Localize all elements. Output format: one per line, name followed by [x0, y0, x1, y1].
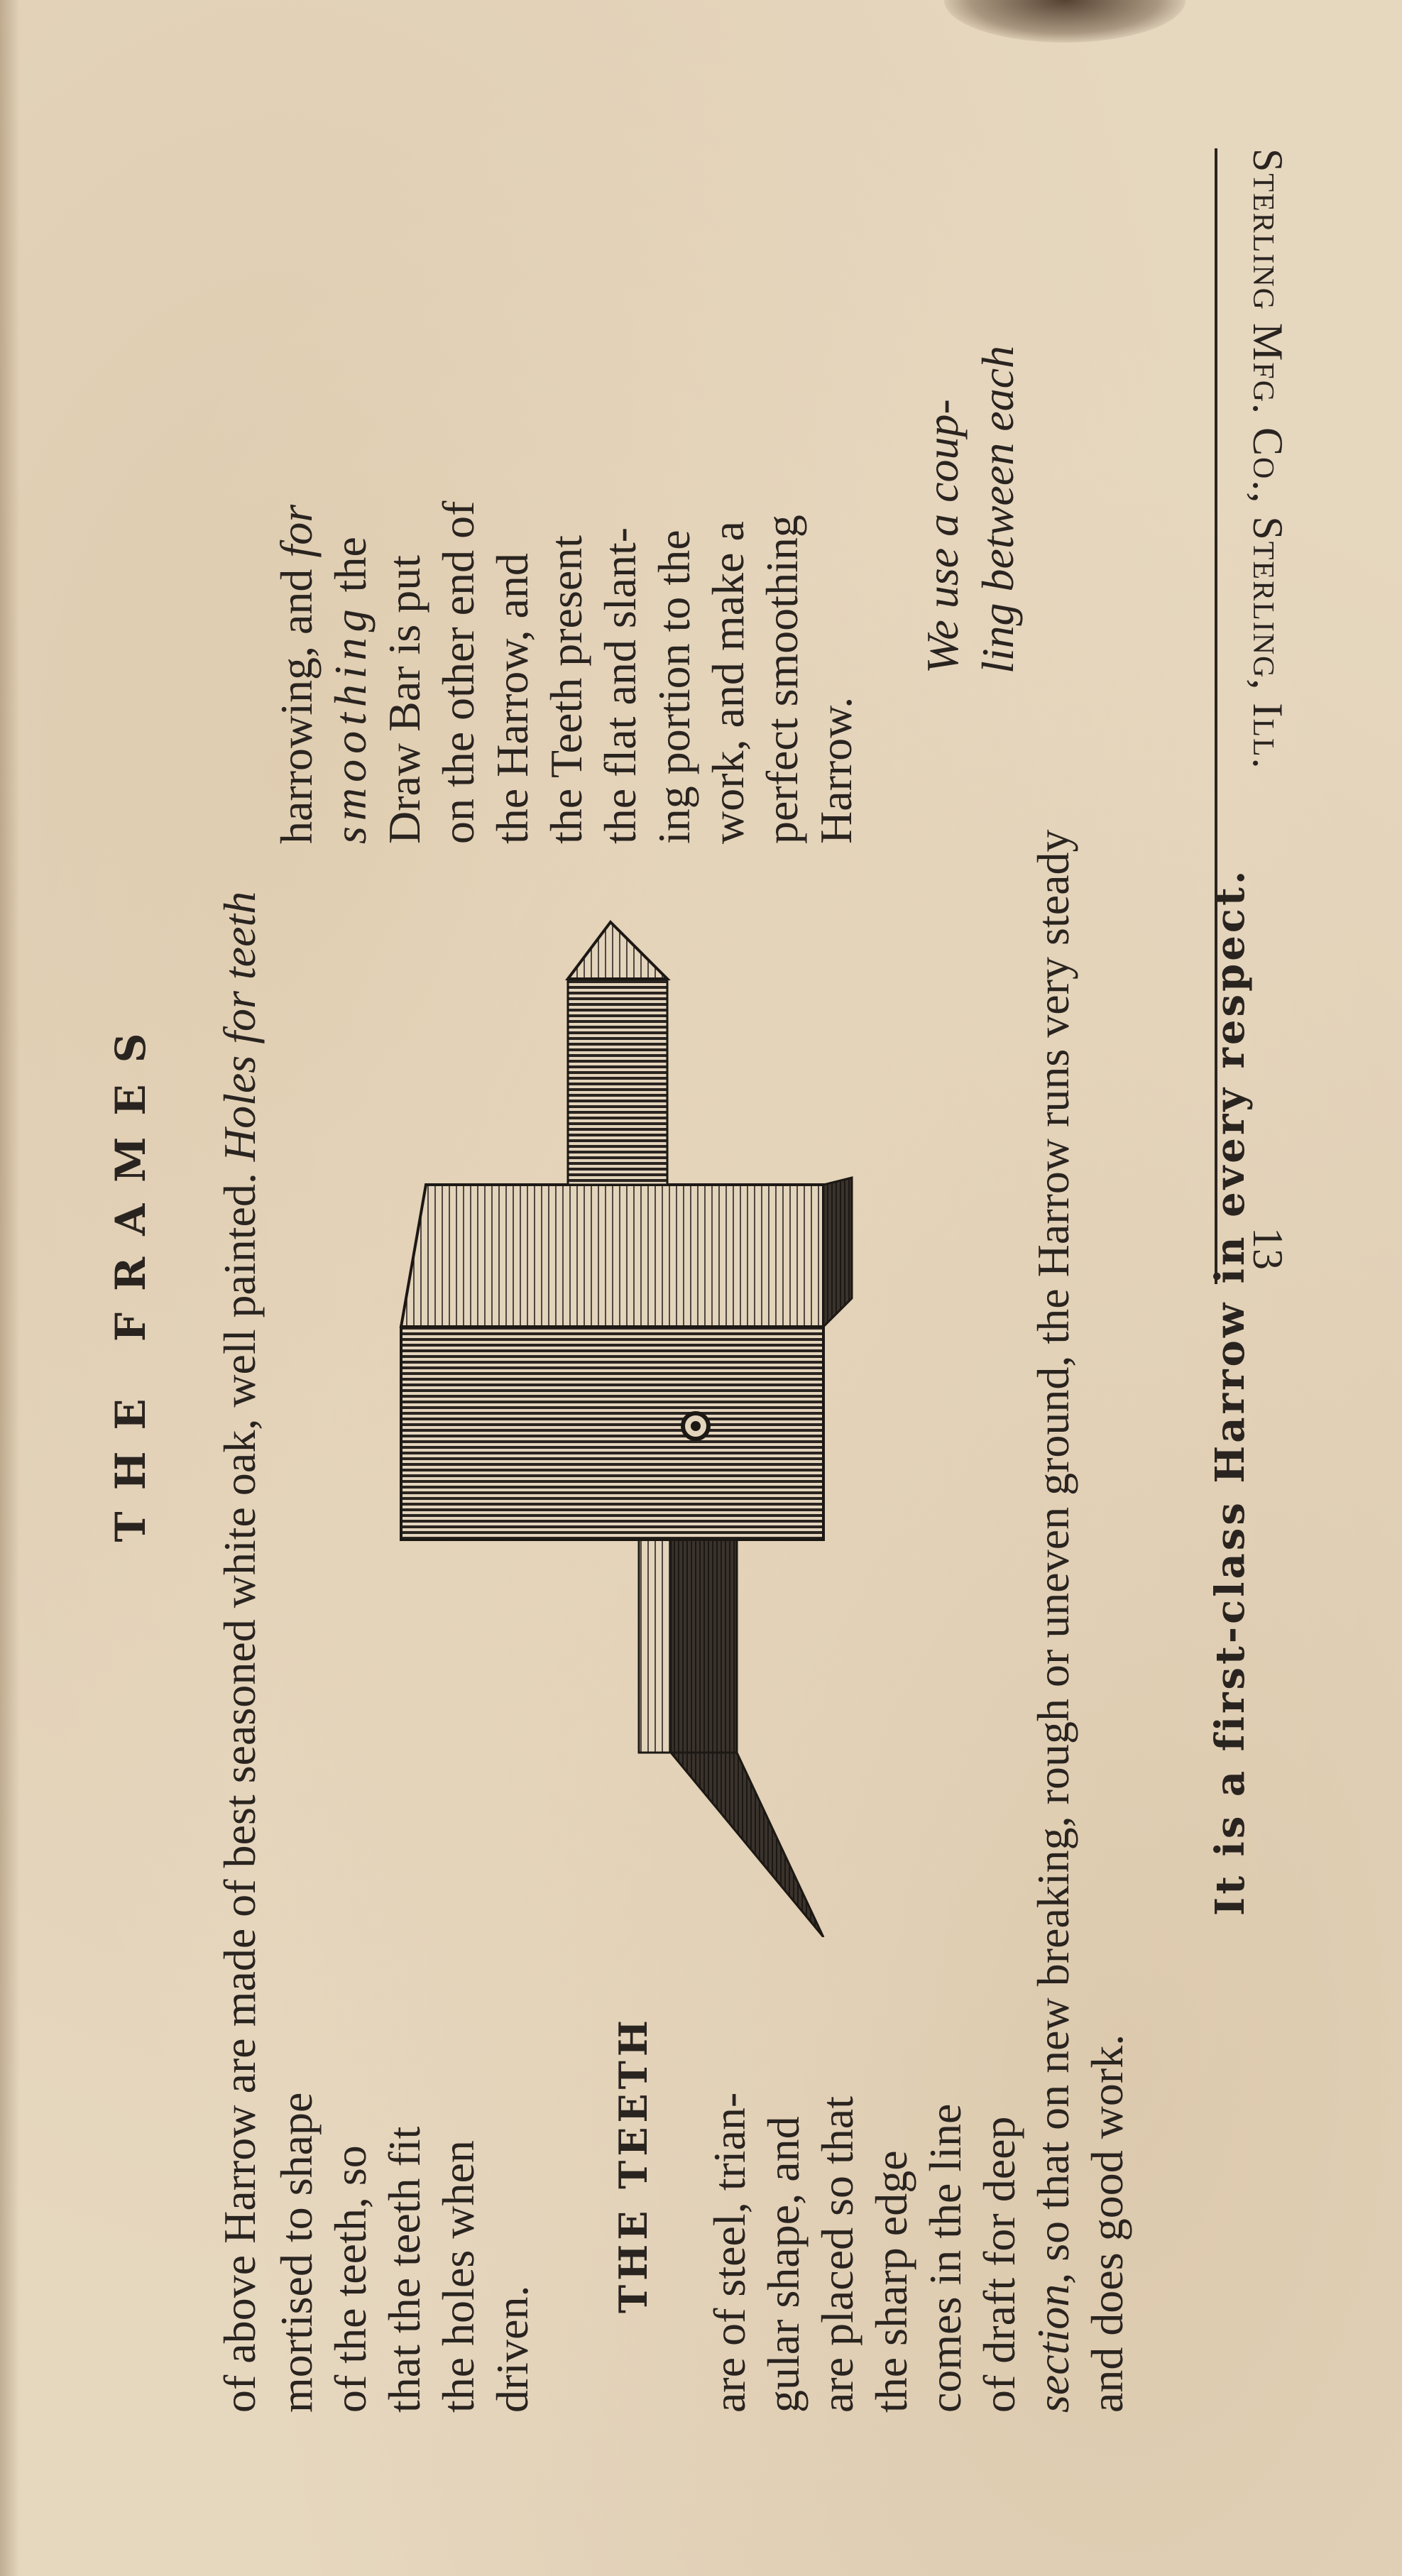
frames-right-line-2 — [324, 537, 378, 844]
frames-right-line-6: the Teeth present — [541, 535, 591, 844]
frames-line-1-text: of above Harrow are made of best seasoned white oak, well painted. — [214, 1173, 265, 2413]
frames-right-line-1 — [270, 505, 324, 844]
teeth-line-4: the sharp edge — [866, 2150, 916, 2413]
coupling-line-2-italic: ling between each — [973, 345, 1023, 674]
tooth-top-triangle — [568, 922, 667, 979]
frame-side-face — [823, 1178, 852, 1327]
frames-right-line-9: work, and make a — [703, 521, 753, 844]
frames-right-line-3: Draw Bar is put — [379, 554, 429, 844]
teeth-line-3: are placed so that — [812, 2096, 862, 2413]
frame-top-face — [401, 1185, 823, 1327]
closing-statement: It is a first-class Harrow in every respect. — [1207, 867, 1254, 1916]
frames-line-4: that the teeth fit — [379, 2126, 429, 2413]
coupling-line-1-italic: We use a coup- — [917, 399, 968, 674]
teeth-line-7-italic: section, — [1028, 2272, 1078, 2413]
teeth-line-5: comes in the line — [920, 2103, 970, 2413]
frames-right-line-2-italic: smoothing — [325, 603, 376, 844]
frames-line-2: mortised to shape — [271, 2092, 322, 2413]
frames-right-line-1-text: harrowing, and — [271, 569, 322, 844]
teeth-heading: THE TEETH — [610, 2016, 656, 2313]
frames-right-line-4: on the other end of — [433, 500, 483, 844]
frames-title: THE FRAMES — [106, 1012, 155, 1542]
teeth-line-7-text: so that on new breaking, rough or uneven ground, the Harrow runs very steady — [1028, 829, 1078, 2262]
teeth-line-2: gular shape, and — [758, 2116, 809, 2413]
coupling-line-1 — [916, 399, 970, 674]
coupling-line-2 — [971, 346, 1025, 674]
frames-right-line-1-italic: for — [271, 504, 322, 558]
tooth-top-stub — [568, 979, 667, 1185]
teeth-line-1: are of steel, trian- — [704, 2092, 755, 2413]
running-title: Sterling Mfg. Co., Sterling, Ill. — [1244, 148, 1291, 770]
tooth-shank-top — [639, 1540, 671, 1753]
page-number: 13 — [1244, 1227, 1291, 1270]
frames-right-line-5: the Harrow, and — [487, 553, 537, 844]
frames-line-6: driven. — [487, 2285, 537, 2413]
frames-right-line-7: the flat and slant- — [595, 527, 645, 844]
frames-right-line-10: perfect smoothing — [757, 515, 807, 844]
frame-bolt-center — [691, 1421, 701, 1431]
frames-line-1-italic: Holes for teeth — [214, 891, 265, 1162]
frames-line-3: of the teeth, so — [325, 2145, 376, 2413]
frames-right-line-2-text: the — [325, 537, 376, 593]
harrow-tooth-illustration — [213, 837, 1065, 1937]
frames-right-line-11: Harrow. — [811, 696, 861, 844]
tooth-shank — [671, 1540, 737, 1753]
frames-line-5: the holes when — [433, 2140, 483, 2413]
teeth-line-8: and does good work. — [1082, 2034, 1132, 2413]
frame-front-face — [401, 1327, 823, 1540]
frames-right-line-8: ing portion to the — [649, 530, 699, 844]
tooth-point — [671, 1753, 823, 1937]
teeth-line-6: of draft for deep — [974, 2116, 1024, 2413]
